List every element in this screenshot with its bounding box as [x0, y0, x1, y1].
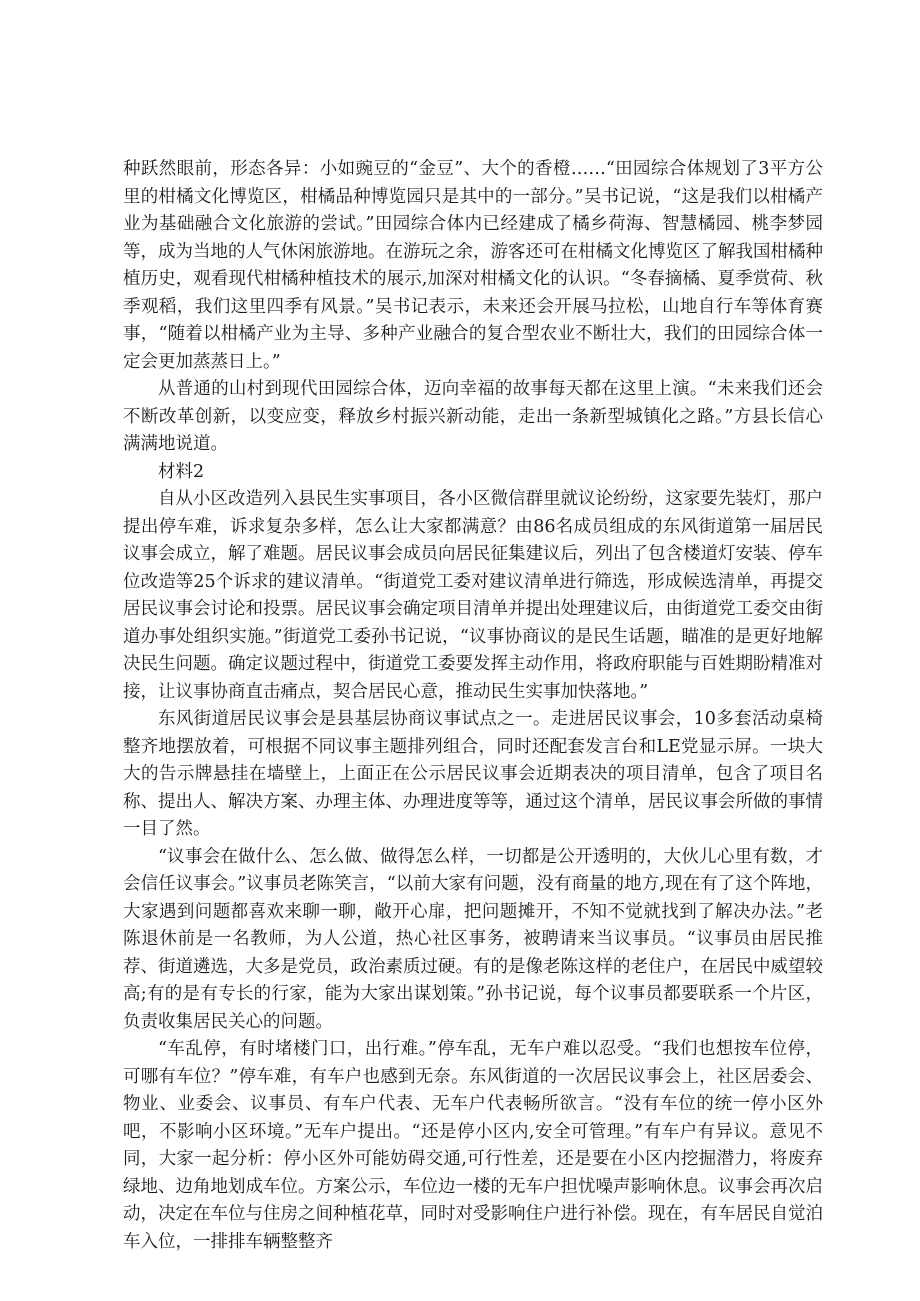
- paragraph-3: 自从小区改造列入县民生实事项目，各小区微信群里就议论纷纷，这家要先装灯，那户提出停车难，诉求复杂多样，怎么让大家都满意？由86名成员组成的东风街道第一届居民议事会成立，解了难题。居民议事会成员向居民征集建议后，列出了包含楼道灯安装、停车位改造等25个诉求的建议清单。“街道党工委对建议清单进行筛选，形成候选清单，再提交居民议事会讨论和投票。居民议事会确定项目清单并提出处理建议后，由街道党工委交由街道办事处组织实施。”街道党工委孙书记说，“议事协商议的是民生话题，瞄准的是更好地解决民生问题。确定议题过程中，街道党工委要发挥主动作用，将政府职能与百姓期盼精准对接，让议事协商直击痛点，契合居民心意，推动民生实事加快落地。”: [123, 489, 823, 702]
- paragraph-5: “议事会在做什么、怎么做、做得怎么样，一切都是公开透明的，大伙儿心里有数，才会信任议事会。”议事员老陈笑言，“以前大家有问题，没有商量的地方,现在有了这个阵地，大家遇到问题都喜欢来聊一聊，敞开心扉，把问题摊开，不知不觉就找到了解决办法。”老陈退休前是一名教师，为人公道，热心社区事务，被聘请来当议事员。“议事员由居民推荐、街道遴选，大多是党员，政治素质过硬。有的是像老陈这样的老住户，在居民中威望较高;有的是有专长的行家，能为大家出谋划策。”孙书记说，每个议事员都要联系一个片区，负责收集居民关心的问题。: [123, 846, 823, 1032]
- paragraph-2: 从普通的山村到现代田园综合体，迈向幸福的故事每天都在这里上演。“未来我们还会不断改革创新，以变应变，释放乡村振兴新动能，走出一条新型城镇化之路。”方县长信心满满地说道。: [123, 379, 823, 454]
- paragraph-1: 种跃然眼前，形态各异：小如豌豆的“金豆”、大个的香橙……“田园综合体规划了3平方公里的柑橘文化博览区，柑橘品种博览园只是其中的一部分。”吴书记说，“这是我们以柑橘产业为基础融合文化旅游的尝试。”田园综合体内已经建成了橘乡荷海、智慧橘园、桃李梦园等，成为当地的人气休闲旅游地。在游玩之余，游客还可在柑橘文化博览区了解我国柑橘种植历史，观看现代柑橘种植技术的展示,加深对柑橘文化的认识。“冬春摘橘、夏季赏荷、秋季观稻，我们这里四季有风景。”吴书记表示，未来还会开展马拉松，山地自行车等体育赛事，“随着以柑橘产业为主导、多种产业融合的复合型农业不断壮大，我们的田园综合体一定会更加蒸蒸日上。”: [123, 159, 823, 372]
- document-body: [123, 156, 823, 1256]
- paragraph-4: 东风街道居民议事会是县基层协商议事试点之一。走进居民议事会，10多套活动桌椅整齐地摆放着，可根据不同议事主题排列组合，同时还配套发言台和LE党显示屏。一块大大的告示牌悬挂在墙壁上，上面正在公示居民议事会近期表决的项目清单，包含了项目名称、提出人、解决方案、办理主体、办理进度等等，通过这个清单，居民议事会所做的事情一目了然。: [123, 709, 823, 839]
- section-label-material-2: 材料2: [158, 461, 205, 482]
- paragraph-6: “车乱停，有时堵楼门口，出行难。”停车乱，无车户难以忍受。“我们也想按车位停，可哪有车位？”停车难，有车户也感到无奈。东风街道的一次居民议事会上，社区居委会、物业、业委会、议事员、有车户代表、无车户代表畅所欲言。“没有车位的统一停小区外吧，不影响小区环境。”无车户提出。“还是停小区内,安全可管理。”有车户有异议。意见不同，大家一起分析：停小区外可能妨碍交通,可行性差，还是要在小区内挖掘潜力，将废弃绿地、边角地划成车位。方案公示，车位边一楼的无车户担忧噪声影响休息。议事会再次启动，决定在车位与住房之间种植花草，同时对受影响住户进行补偿。现在，有车居民自觉泊车入位，一排排车辆整整齐: [123, 1039, 823, 1252]
